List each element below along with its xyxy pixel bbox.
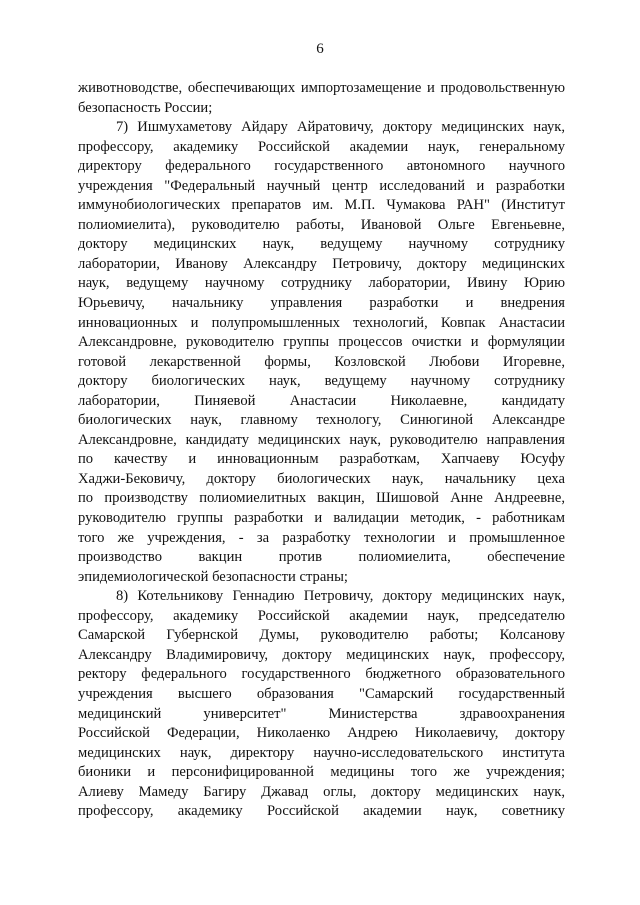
text-line: наук, ведущему научному сотруднику лаборатории, Ивину Юрию [78, 275, 565, 292]
text-line: иммунобиологических препаратов им. М.П. Чумакова РАН" (Институт [78, 197, 565, 214]
text-line: лаборатории, Пиняевой Анастасии Николаевне, кандидату [78, 392, 565, 409]
text-line: бионики и персонифицированной медицины того же учреждения; [78, 764, 565, 781]
text-line: готовой лекарственной формы, Козловской Любови Игоревне, [78, 353, 565, 370]
text-line: директору федерального государственного автономного научного [78, 158, 565, 175]
text-line: профессору, академику Российской академии наук, генеральному [78, 138, 565, 155]
text-line: Александровне, кандидату медицинских наук, руководителю направления [78, 431, 565, 448]
text-line: по качеству и инновационным разработкам, Хапчаеву Юсуфу [78, 451, 565, 468]
text-line: доктору биологических наук, ведущему научному сотруднику [78, 373, 565, 390]
text-line: 7) Ишмухаметову Айдару Айратовичу, доктору медицинских наук, [116, 119, 565, 136]
text-line: Самарской Губернской Думы, руководителю работы; Колсанову [78, 627, 565, 644]
text-line: Александру Владимировичу, доктору медицинских наук, профессору, [78, 646, 565, 663]
text-line: Юрьевичу, начальнику управления разработки и внедрения [78, 295, 565, 312]
text-line: того же учреждения, - за разработку технологии и промышленное [78, 529, 565, 546]
text-line: учреждения высшего образования "Самарский государственный [78, 685, 565, 702]
text-line: ректору федерального государственного бюджетного образовательного [78, 666, 565, 683]
text-line: Алиеву Мамеду Багиру Джавад оглы, доктору медицинских наук, [78, 783, 565, 800]
text-line: Хаджи-Бековичу, доктору биологических наук, начальнику цеха [78, 470, 565, 487]
text-line: 8) Котельникову Геннадию Петровичу, доктору медицинских наук, [116, 588, 565, 605]
paragraph-item-8 [78, 587, 565, 822]
page-number: 6 [316, 41, 324, 57]
text-line: инновационных и полупромышленных технологий, Ковпак Анастасии [78, 314, 565, 331]
text-line: профессору, академику Российской академии наук, советнику [78, 803, 565, 820]
text-line: руководителю группы разработки и валидации методик, - работникам [78, 510, 565, 527]
text-line: профессору, академику Российской академии наук, председателю [78, 607, 565, 624]
text-line: медицинский университет" Министерства здравоохранения [78, 705, 565, 722]
text-line: Александровне, руководителю группы процессов очистки и формуляции [78, 334, 565, 351]
paragraph-continuation [78, 79, 565, 118]
text-line: доктору медицинских наук, ведущему научному сотруднику [78, 236, 565, 253]
text-line: животноводстве, обеспечивающих импортозамещение и продовольственную [78, 80, 565, 96]
text-line: производство вакцин против полиомиелита, обеспечение [78, 549, 565, 566]
text-line: Российской Федерации, Николаенко Андрею Николаевичу, доктору [78, 725, 565, 742]
text-line: медицинских наук, директору научно-исследовательского института [78, 744, 565, 761]
paragraph-item-7 [78, 118, 565, 587]
text-line: лаборатории, Иванову Александру Петровичу, доктору медицинских [78, 255, 565, 272]
text-line: учреждения "Федеральный научный центр исследований и разработки [78, 177, 565, 194]
text-line: полиомиелита), руководителю работы, Ивановой Ольге Евгеньевне, [78, 216, 565, 233]
document-body [78, 79, 565, 822]
text-line: биологических наук, главному технологу, Синюгиной Александре [78, 412, 565, 429]
text-line: безопасность России; [78, 99, 213, 116]
text-line: эпидемиологической безопасности страны; [78, 568, 348, 585]
text-line: по производству полиомиелитных вакцин, Шишовой Анне Андреевне, [78, 490, 565, 507]
